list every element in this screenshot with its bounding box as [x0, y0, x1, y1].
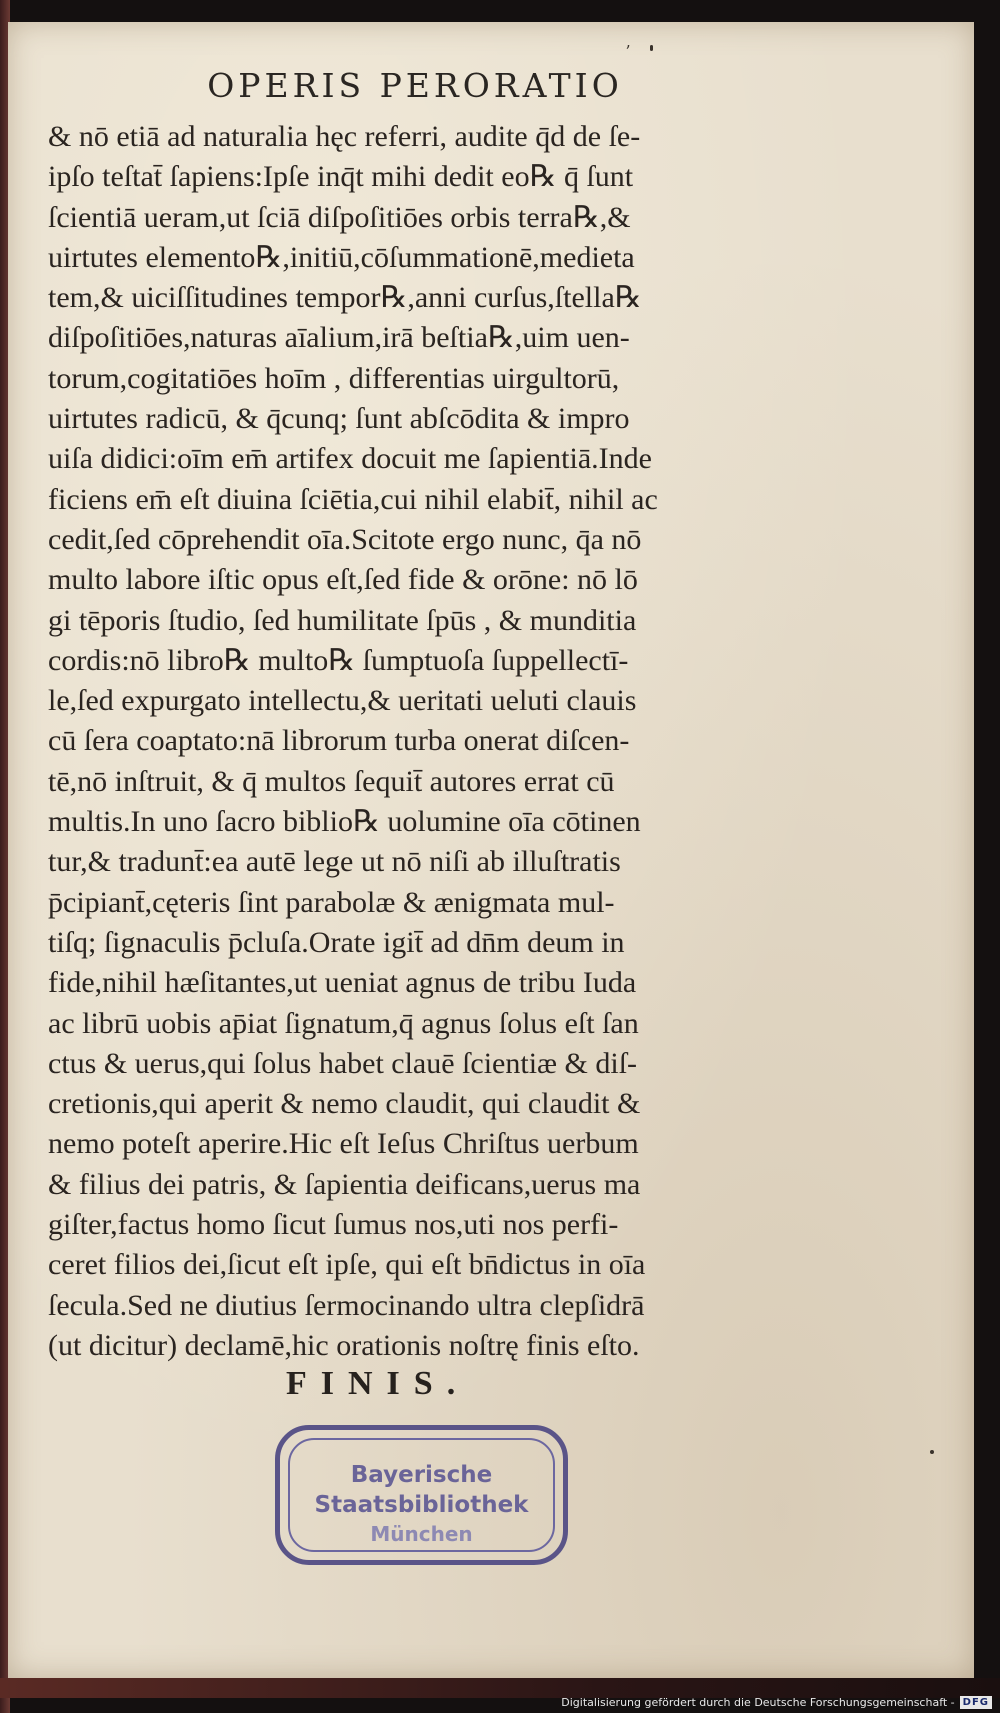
text-line: ceret filios dei,ſicut eſt ipſe, qui eſt bn̄dictus in oīa — [48, 1248, 646, 1282]
running-head: OPERIS PERORATIO — [207, 66, 623, 105]
dfg-logo: DFG — [960, 1696, 992, 1709]
text-line: cordis:nō libro℞ multo℞ ſumptuoſa ſuppellectī- — [48, 643, 629, 677]
stamp-line-1: Bayerische — [350, 1462, 493, 1488]
text-line: le,ſed expurgato intellectu,& ueritati ueluti clauis — [48, 684, 637, 718]
text-line: gi tēporis ſtudio, ſed humilitate ſpūs , & munditia — [48, 603, 637, 637]
text-line: tem,& uiciſſitudines tempor℞,anni curſus,ſtella℞ — [48, 281, 642, 315]
text-line: multo labore iſtic opus eſt,ſed fide & orōne: nō lō — [48, 563, 638, 597]
text-line: tur,& tradunt̄:ea autē lege ut nō niſi ab illuſtratis — [48, 845, 621, 879]
digitization-footer — [561, 1694, 992, 1710]
text-line: p̄cipiant̄,cęteris ſint parabolæ & ænigmata mul- — [48, 885, 615, 919]
stamp-line-3: München — [370, 1522, 473, 1546]
text-line: giſter,factus homo ſicut ſumus nos,uti nos perfi- — [48, 1208, 619, 1242]
text-line: & filius dei patris, & ſapientia deificans,uerus ma — [48, 1167, 641, 1201]
text-line: (ut dicitur) declamē,hic orationis noſtrę finis eſto. — [48, 1328, 640, 1362]
text-line: ſcientiā ueram,ut ſciā diſpoſitiōes orbis terra℞,& — [48, 200, 631, 234]
text-line: ſecula.Sed ne diutius ſermocinando ultra clepſidrā — [48, 1288, 645, 1322]
paper-speck — [930, 1450, 934, 1454]
body-text — [48, 117, 800, 1366]
text-line: & nō etiā ad naturalia hęc referri, audite q̄d de ſe- — [48, 120, 641, 153]
text-line: uiſa didici:oīm em̄ artifex docuit me ſapientiā.Inde — [48, 442, 652, 476]
text-line: cretionis,qui aperit & nemo claudit, qui claudit & — [48, 1087, 641, 1121]
text-line: ctus & uerus,qui ſolus habet clauē ſcientiæ & diſ- — [48, 1046, 638, 1080]
text-line: ficiens em̄ eſt diuina ſciētia,cui nihil elabit̄, nihil ac — [48, 482, 658, 516]
text-line: ipſo teſtat̄ ſapiens:Ipſe inq̄t mihi dedit eo℞ q̄ ſunt — [48, 160, 634, 194]
stamp-line-2: Staatsbibliothek — [314, 1492, 529, 1518]
text-line: diſpoſitiōes,naturas aīalium,irā beſtia℞,uim uen- — [48, 321, 630, 355]
text-line: cū ſera coaptato:nā librorum turba onerat diſcen- — [48, 724, 630, 758]
text-line: nemo poteſt aperire.Hic eſt Ieſus Chriſtus uerbum — [48, 1127, 639, 1161]
text-line: uirtutes elemento℞,initiū,cōſummationē,medieta — [48, 240, 635, 274]
text-line: cedit,ſed cōprehendit oīa.Scitote ergo nunc, q̄a nō — [48, 522, 642, 556]
finis-heading: FINIS. — [286, 1365, 470, 1402]
text-line: fide,nihil hæſitantes,ut ueniat agnus de tribu Iuda — [48, 966, 637, 1000]
marginal-mark: ʼ — [625, 42, 631, 61]
text-line: tē,nō inſtruit, & q̄ multos ſequit̄ autores errat cū — [48, 764, 615, 798]
text-line: tiſq; ſignaculis p̄cluſa.Orate igit̄ ad dn̄m deum in — [48, 925, 625, 959]
text-line: uirtutes radicū, & q̄cunq; ſunt abſcōdita & impro — [48, 402, 630, 436]
text-line: multis.In uno ſacro biblio℞ uolumine oīa cōtinen — [48, 805, 641, 839]
library-stamp — [275, 1425, 568, 1565]
footer-text: Digitalisierung gefördert durch die Deutsche Forschungsgemeinschaft - — [561, 1695, 955, 1709]
paper-speck — [650, 45, 653, 51]
text-line: ac librū uobis ap̄iat ſignatum,q̄ agnus ſolus eſt ſan — [48, 1006, 639, 1040]
text-line: torum,cogitatiōes hoīm , differentias uirgultorū, — [48, 361, 620, 395]
